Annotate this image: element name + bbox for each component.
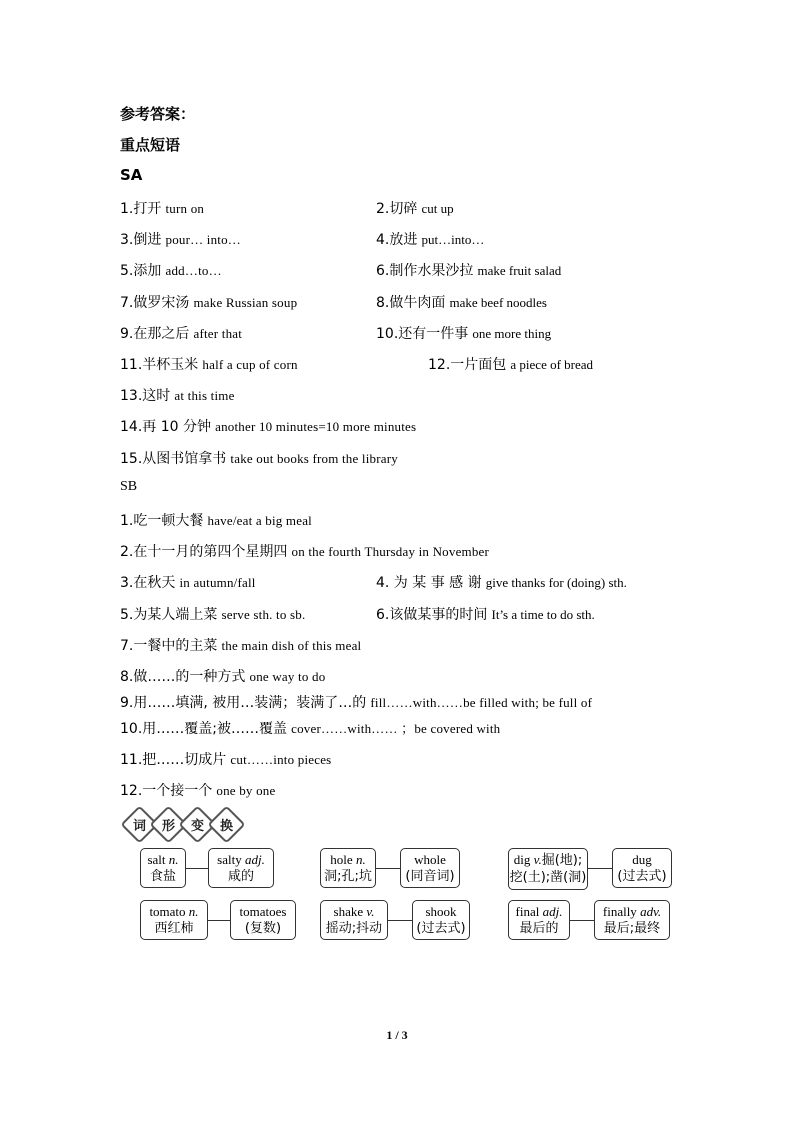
phrase-item: 5.添加 add…to… [120, 263, 222, 279]
sb-label: SB [120, 479, 138, 494]
word-box: salty adj. 咸的 [208, 848, 274, 888]
phrase-item: 11.半杯玉米 half a cup of corn [120, 357, 298, 373]
phrase-item: 7.做罗宋汤 make Russian soup [120, 295, 298, 311]
phrase-item: 9.在那之后 after that [120, 326, 243, 342]
word-box: salt n. 食盐 [140, 848, 186, 888]
phrase-item: 7.一餐中的主菜 the main dish of this meal [120, 638, 362, 654]
section-title: 重点短语 [120, 136, 181, 154]
phrase-item: 4.放进 put…into… [376, 232, 485, 248]
phrase-item: 5.为某人端上菜 serve sth. to sb. [120, 607, 306, 623]
title-char: 变 [178, 805, 216, 843]
title-char: 换 [207, 805, 245, 843]
word-forms-title [126, 811, 240, 838]
phrase-item: 10.还有一件事 one more thing [376, 326, 552, 342]
title-char: 词 [120, 805, 158, 843]
page-number: 1 / 3 [386, 1028, 408, 1042]
word-box: tomatoes (复数) [230, 900, 296, 940]
phrase-item: 11.把……切成片 cut……into pieces [120, 752, 332, 768]
phrase-item: 6.制作水果沙拉 make fruit salad [376, 263, 562, 279]
phrase-item: 13.这时 at this time [120, 388, 235, 404]
word-box: finally adv. 最后;最终 [594, 900, 670, 940]
connector [208, 920, 230, 921]
phrase-item: 4. 为 某 事 感 谢 give thanks for (doing) sth. [376, 575, 627, 591]
phrase-item: 10.用……覆盖;被……覆盖 cover……with…… ；be covered with [120, 721, 501, 737]
word-box: hole n. 洞;孔;坑 [320, 848, 376, 888]
word-box: shake v. 摇动;抖动 [320, 900, 388, 940]
sa-label: SA [120, 166, 143, 184]
phrase-item: 2.在十一月的第四个星期四 on the fourth Thursday in November [120, 544, 490, 560]
answer-title: 参考答案： [120, 105, 196, 123]
phrase-item: 12.一个接一个 one by one [120, 783, 276, 799]
connector [388, 920, 412, 921]
phrase-item: 14.再 10 分钟 another 10 minutes=10 more minutes [120, 419, 417, 435]
connector [186, 868, 208, 869]
word-box: dug (过去式) [612, 848, 672, 888]
word-box: tomato n. 西红柿 [140, 900, 208, 940]
phrase-item: 6.该做某事的时间 It’s a time to do sth. [376, 607, 595, 623]
connector [588, 868, 612, 869]
word-box: whole (同音词) [400, 848, 460, 888]
connector [570, 920, 594, 921]
phrase-item: 3.在秋天 in autumn/fall [120, 575, 256, 591]
word-box: final adj. 最后的 [508, 900, 570, 940]
phrase-item: 2.切碎 cut up [376, 201, 454, 217]
word-box: shook (过去式) [412, 900, 470, 940]
title-char: 形 [149, 805, 187, 843]
phrase-item: 8.做……的一种方式 one way to do [120, 669, 326, 685]
phrase-item: 1.吃一顿大餐 have/eat a big meal [120, 513, 312, 529]
connector [376, 868, 400, 869]
phrase-item: 12.一片面包 a piece of bread [428, 357, 594, 373]
phrase-item: 3.倒进 pour… into… [120, 232, 242, 248]
phrase-item: 1.打开 turn on [120, 201, 205, 217]
phrase-item: 15.从图书馆拿书 take out books from the library [120, 451, 398, 467]
phrase-item: 9.用……填满, 被用…装满；装满了…的 fill……with……be filled with; be full of [120, 695, 593, 711]
phrase-item: 8.做牛肉面 make beef noodles [376, 295, 547, 311]
word-box: dig v.掘(地); 挖(土);凿(洞) [508, 848, 588, 890]
